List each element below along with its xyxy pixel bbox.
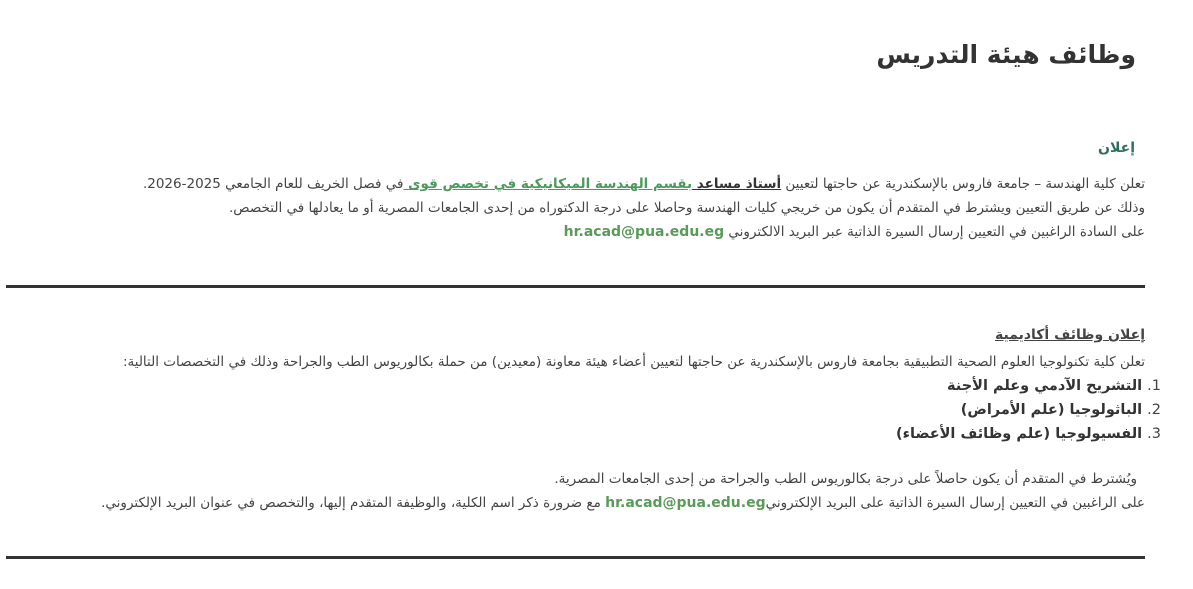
apply-prefix: على الراغبين في التعيين إرسال السيرة الذاتية على البريد الإلكتروني <box>765 495 1145 511</box>
email-link[interactable]: hr.acad@pua.edu.eg <box>605 495 766 511</box>
requirement-text: ويُشترط في المتقدم أن يكون حاصلاً على درجة بكالوريوس الطب والجراحة من إحدى الجامعات المصرية. <box>554 471 1137 487</box>
specialty-name: الباثولوجيا (علم الأمراض) <box>960 402 1143 418</box>
announcement-line-1 <box>143 174 1145 194</box>
specialty-name: التشريح الآدمي وعلم الأجنة <box>947 378 1143 394</box>
announcement-line-2: وذلك عن طريق التعيين ويشترط في المتقدم أن يكون من خريجي كليات الهندسة وحاصلا على درجة الدكتوراه من إحدى الجامعات المصرية أو ما يعادلها في التخصص. <box>229 200 1145 216</box>
academic-jobs-heading: إعلان وظائف أكاديمية <box>995 327 1145 343</box>
section-divider <box>6 285 1145 288</box>
email-link[interactable]: hr.acad@pua.edu.eg <box>563 224 725 240</box>
position-title: أستاذ مساعد <box>692 176 782 192</box>
specialty-name: الفسيولوجيا (علم وظائف الأعضاء) <box>895 426 1143 442</box>
specialty-item <box>896 374 1161 398</box>
announcement-line-1-suffix: في فصل الخريف للعام الجامعي 2025-2026. <box>142 176 404 192</box>
announcement-line-1-prefix: تعلن كلية الهندسة – جامعة فاروس بالإسكندرية عن حاجتها لتعيين <box>781 176 1145 192</box>
academic-jobs-intro: تعلن كلية تكنولوجيا العلوم الصحية التطبيقية بجامعة فاروس بالإسكندرية عن حاجتها لتعيين أعضاء هيئة معاونة (معيدين) من حملة بكالوريوس الطب والجراحة وذلك في التخصصات التالية: <box>122 354 1145 370</box>
page-title: وظائف هيئة التدريس <box>876 40 1136 69</box>
specialty-number: 1. <box>1147 378 1161 394</box>
section-divider <box>6 556 1145 559</box>
specialty-number: 2. <box>1147 402 1161 418</box>
specialties-list <box>896 374 1161 446</box>
announcement-line-3 <box>564 222 1145 242</box>
apply-instructions <box>101 493 1145 513</box>
specialty-number: 3. <box>1147 426 1161 442</box>
apply-suffix: مع ضرورة ذكر اسم الكلية، والوظيفة المتقدم إليها، والتخصص في عنوان البريد الإلكتروني. <box>101 495 606 511</box>
specialty-item <box>896 422 1161 446</box>
announcement-heading: إعلان <box>1098 140 1135 156</box>
specialty-item <box>896 398 1161 422</box>
department-link[interactable]: بقسم الهندسة الميكانيكية في تخصص قوى <box>403 176 693 192</box>
announcement-line-3-text: على السادة الراغبين في التعيين إرسال السيرة الذاتية عبر البريد الالكتروني <box>724 224 1145 240</box>
